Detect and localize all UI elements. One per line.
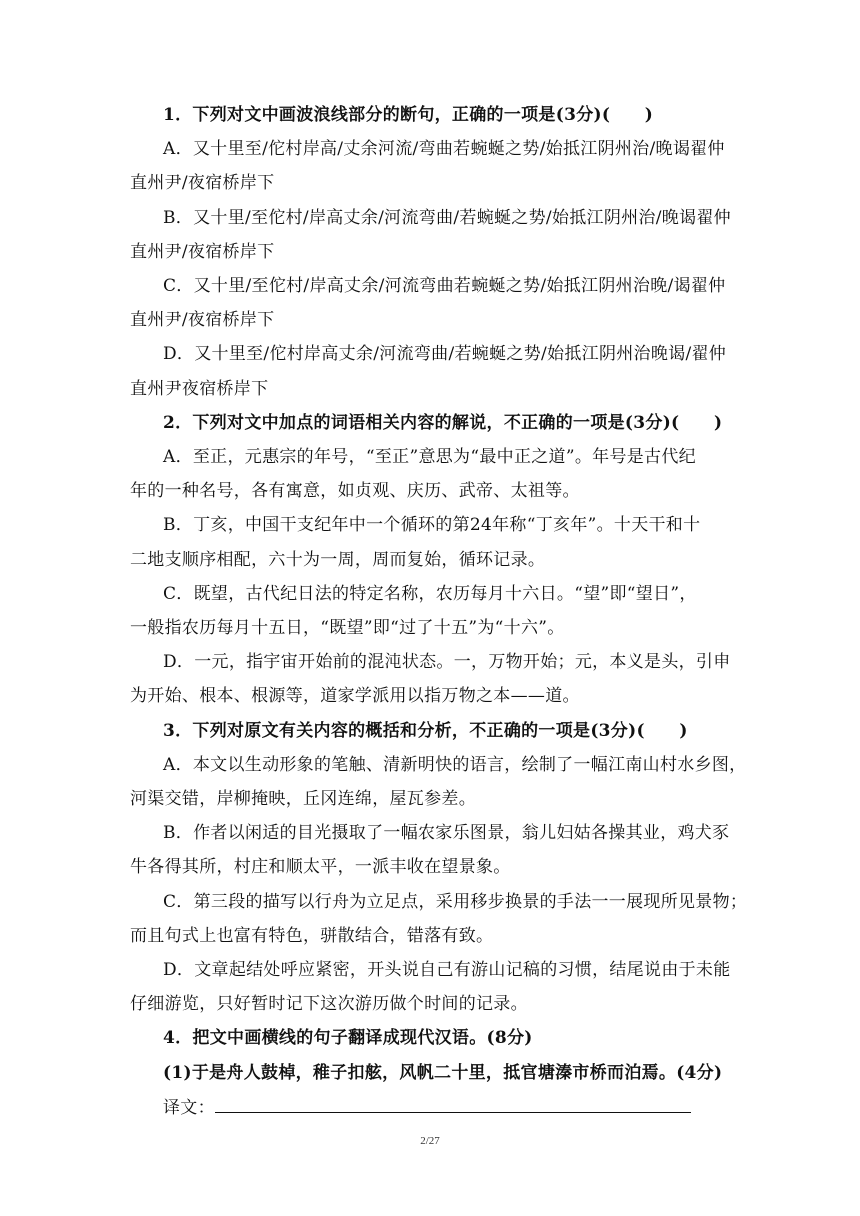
page-number: 2/27 [420,1135,440,1147]
text-line: 仔细游览，只好暂时记下这次游历做个时间的记录。 [130,994,528,1015]
text-line: 年的一种名号，各有寓意，如贞观、庆历、武帝、太祖等。 [130,481,580,502]
text-line: 直州尹/夜宿桥岸下 [130,173,275,194]
text-line: 而且句式上也富有特色，骈散结合，错落有致。 [130,925,494,946]
text-line: C．既望，古代纪日法的特定名称，农历每月十六日。“望”即“望日”， [163,583,697,604]
text-line: 直州尹/夜宿桥岸下 [130,310,275,331]
text-line: C．第三段的描写以行舟为立足点，采用移步换景的手法一一展现所见景物； [163,891,748,912]
text-line: (1)于是舟人鼓棹，稚子扣舷，风帆二十里，抵官塘溱市桥而泊焉。(4分) [163,1062,723,1083]
text-line: 2．下列对文中加点的词语相关内容的解说，不正确的一项是(3分)( ) [163,412,723,433]
text-line: C．又十里/至佗村/岸高丈余/河流弯曲若蜿蜒之势/始抵江阴州治晚/谒翟仲 [163,276,726,296]
text-line: 1．下列对文中画波浪线部分的断句，正确的一项是(3分)( ) [163,105,654,125]
text-line: B．又十里/至佗村/岸高丈余/河流弯曲/若蜿蜒之势/始抵江阴州治/晚谒翟仲 [163,207,731,228]
text-line: 4．把文中画横线的句子翻译成现代汉语。(8分) [163,1028,533,1049]
text-line: A．本文以生动形象的笔触、清新明快的语言，绘制了一幅江南山村水乡图， [163,754,747,775]
text-line: 二地支顺序相配，六十为一周，周而复始，循环记录。 [130,549,546,570]
text-line: B．丁亥，中国干支纪年中一个循环的第24年称“丁亥年”。十天干和十 [163,515,701,536]
text-line: A．至正，元惠宗的年号，“至正”意思为“最中正之道”。年号是古代纪 [163,447,696,467]
text-line: D．又十里至/佗村岸高丈余/河流弯曲/若蜿蜒之势/始抵江阴州治晚谒/翟仲 [163,344,727,365]
text-line: B．作者以闲适的目光摄取了一幅农家乐图景，翁儿妇姑各操其业，鸡犬豕 [163,823,730,844]
text-line: D．文章起结处呼应紧密，开头说自己有游山记稿的习惯，结尾说由于未能 [163,960,731,980]
text-line: 牛各得其所，村庄和顺太平，一派丰收在望景象。 [130,857,511,878]
text-line: 一般指农历每月十五日，“既望”即“过了十五”为“十六”。 [130,618,565,638]
text-line: 河渠交错，岸柳掩映，丘冈连绵，屋瓦参差。 [130,789,476,809]
text-line: 3．下列对原文有关内容的概括和分析，不正确的一项是(3分)( ) [163,720,688,741]
text-line: 为开始、根本、根源等，道家学派用以指万物之本——道。 [130,686,580,707]
answer-label: 译文： [163,1097,215,1118]
answer-line [163,1096,734,1119]
text-line: 直州尹/夜宿桥岸下 [130,241,275,262]
answer-blank[interactable] [215,1096,691,1113]
text-line: 直州尹夜宿桥岸下 [130,378,269,399]
text-line: D．一元，指宇宙开始前的混沌状态。一，万物开始；元，本义是头，引申 [163,652,731,673]
text-line: A．又十里至/佗村岸高/丈余河流/弯曲若蜿蜒之势/始抵江阴州治/晚谒翟仲 [163,139,725,160]
